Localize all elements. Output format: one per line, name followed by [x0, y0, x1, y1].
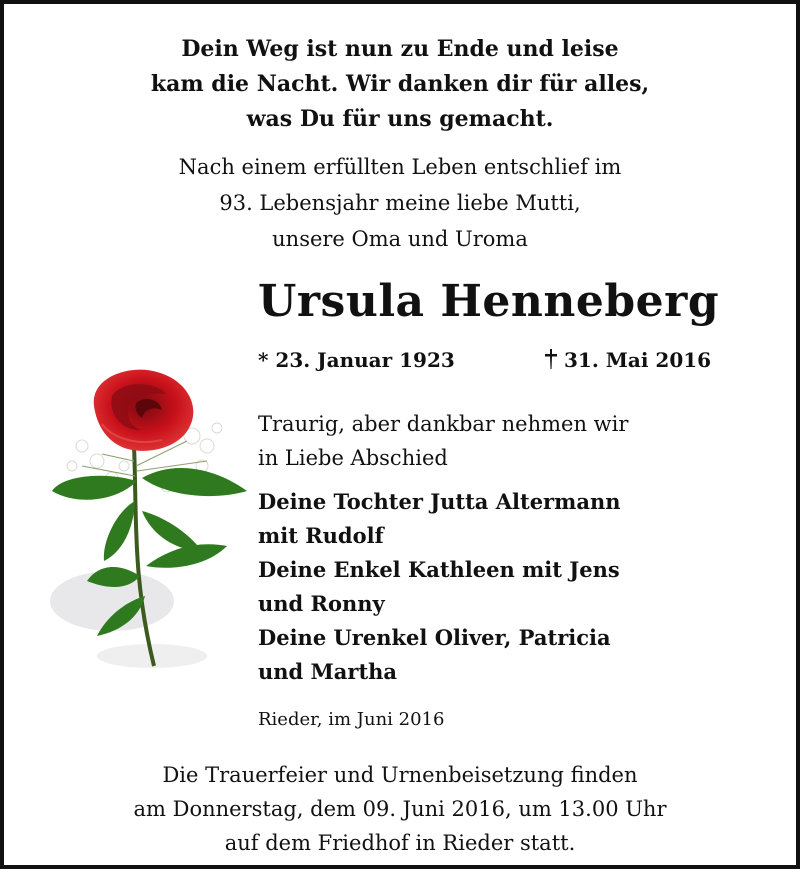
motto-line: was Du für uns gemacht. [246, 106, 554, 132]
mourners-list [258, 485, 621, 689]
farewell-text [258, 407, 628, 475]
farewell-line: Traurig, aber dankbar nehmen wir [258, 412, 629, 436]
intro-line: 93. Lebensjahr meine liebe Mutti, [219, 191, 581, 215]
service-line: am Donnerstag, dem 09. Juni 2016, um 13.00 Uhr [133, 797, 667, 821]
mourner-line: Deine Enkel Kathleen mit Jens [258, 557, 620, 582]
service-line: Die Trauerfeier und Urnenbeisetzung finden [162, 763, 638, 787]
intro-line: Nach einem erfüllten Leben entschlief im [178, 155, 622, 179]
mourner-line: und Martha [258, 659, 398, 684]
service-line: auf dem Friedhof in Rieder statt. [224, 831, 576, 855]
mourner-line: Deine Tochter Jutta Altermann [258, 489, 621, 514]
birth-date: * 23. Januar 1923 [258, 348, 455, 372]
farewell-line: in Liebe Abschied [258, 446, 448, 470]
intro-text [4, 149, 796, 257]
mourner-line: Deine Urenkel Oliver, Patricia [258, 625, 611, 650]
motto-line: kam die Nacht. Wir danken dir für alles, [150, 71, 650, 97]
motto-line: Dein Weg ist nun zu Ende und leise [181, 36, 619, 62]
cross-icon [544, 346, 558, 374]
place-date: Rieder, im Juni 2016 [258, 709, 445, 730]
intro-line: unsere Oma und Uroma [272, 227, 528, 251]
motto-verse [4, 32, 796, 137]
mourner-line: und Ronny [258, 591, 385, 616]
mourner-line: mit Rudolf [258, 523, 384, 548]
deceased-name: Ursula Henneberg [258, 276, 720, 327]
death-date-group [544, 346, 711, 374]
rose-image [42, 366, 257, 676]
funeral-service-info [4, 758, 796, 860]
death-date: 31. Mai 2016 [564, 348, 712, 372]
